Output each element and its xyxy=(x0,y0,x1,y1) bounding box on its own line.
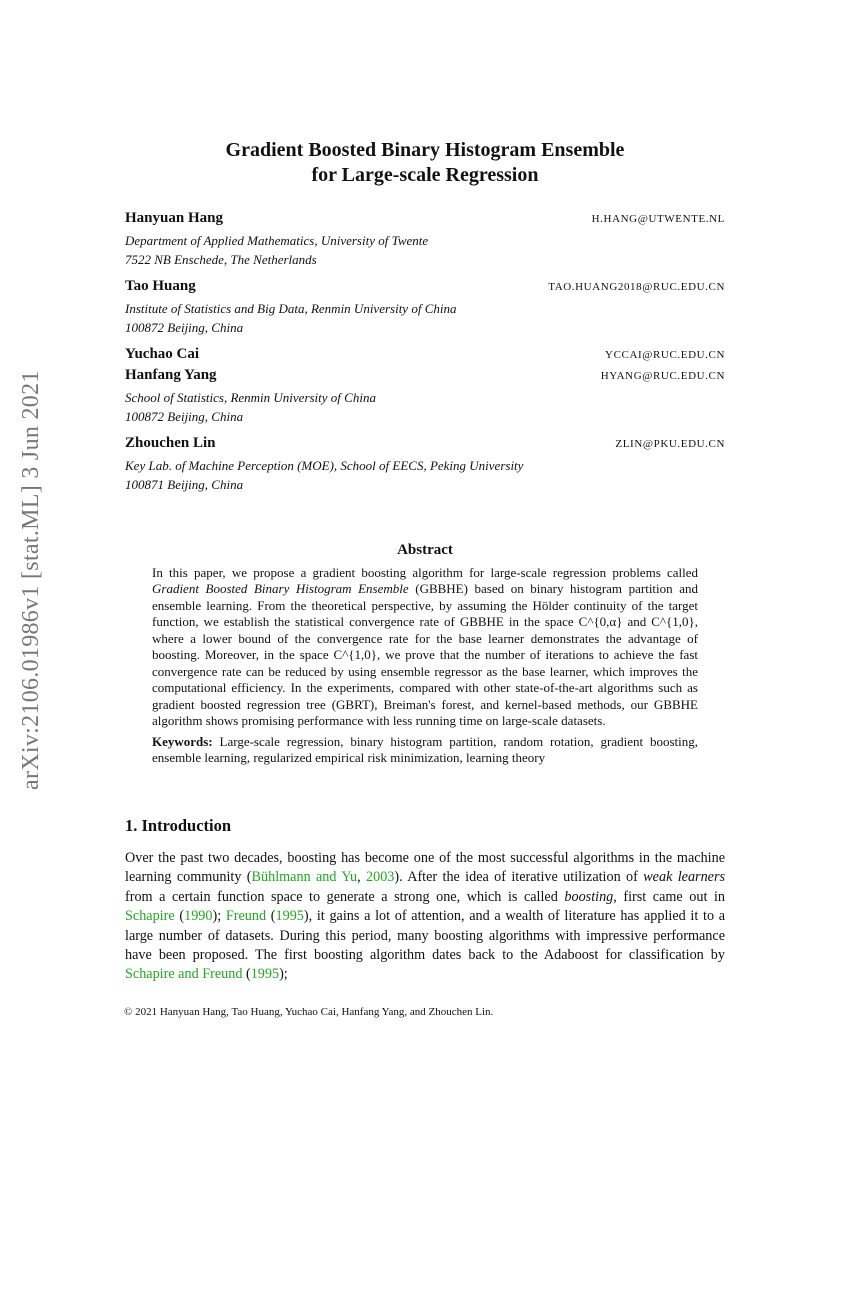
author-address: 100872 Beijing, China xyxy=(125,409,244,424)
author-name: Zhouchen Lin xyxy=(125,435,216,451)
author-email[interactable]: ZLIN@PKU.EDU.CN xyxy=(615,438,725,450)
math-space: C^{0,α} xyxy=(578,614,623,629)
author-block xyxy=(125,435,725,494)
author-address: 100872 Beijing, China xyxy=(125,320,244,335)
author-name: Hanyuan Hang xyxy=(125,210,223,226)
citation-link[interactable]: Schapire and Freund xyxy=(125,966,243,983)
math-space: C^{1,0} xyxy=(651,614,695,629)
intro-paragraph: Over the past two decades, boosting has become one of the most successful algorithms in the machine learning community (Bühlmann and Yu, 2003). After the idea of iterative utilization of weak learners from a certain function space to generate a strong one, which is called boosting, first came out in Schapire (1990); Freund (1995), it gains a lot of attention, and a wealth of literature has applied it to a large number of datasets. During this period, many boosting algorithms with impressive performance have been proposed. The first boosting algorithm dates back to the Adaboost for classification by Schapire and Freund (1995); xyxy=(125,850,726,983)
author-address: 100871 Beijing, China xyxy=(125,477,244,492)
citation-year-link[interactable]: 2003 xyxy=(366,869,395,886)
author-affiliation: Key Lab. of Machine Perception (MOE), School of EECS, Peking University xyxy=(125,458,524,473)
citation-link[interactable]: Bühlmann and Yu xyxy=(251,869,358,886)
keywords-label: Keywords: xyxy=(152,733,213,749)
author-email[interactable]: HYANG@RUC.EDU.CN xyxy=(600,370,725,382)
keywords-list: Large-scale regression, binary histogram partition, random rotation, gradient boosting, ensemble learning, regularized empirical risk minimization, learning theory xyxy=(152,733,698,765)
author-affiliation: Institute of Statistics and Big Data, Renmin University of China xyxy=(125,301,457,316)
author-email[interactable]: TAO.HUANG2018@RUC.EDU.CN xyxy=(548,281,725,293)
citation-year-link[interactable]: 1995 xyxy=(250,966,280,983)
author-address: 7522 NB Enschede, The Netherlands xyxy=(125,252,317,267)
citation-year-link[interactable]: 1995 xyxy=(275,908,304,925)
author-name: Hanfang Yang xyxy=(125,367,217,383)
author-block xyxy=(125,367,725,426)
citation-link[interactable]: Freund xyxy=(225,908,267,925)
arxiv-id: arXiv:2106.01986v1 [stat.ML] 3 Jun 2021 xyxy=(18,370,44,790)
author-block xyxy=(125,210,725,269)
citation-year-link[interactable]: 1990 xyxy=(184,908,213,925)
author-name: Tao Huang xyxy=(125,278,196,294)
paper-title xyxy=(125,138,725,188)
abstract-body: In this paper, we propose a gradient boosting algorithm for large-scale regression problems called Gradient Boosted Binary Histogram Ensemble (GBBHE) based on binary histogram partition and ensemble learning. From the theoretical perspective, by assuming the Hölder continuity of the target function, we establish the statistical convergence rate of GBBHE in the space C^{0,α} and C^{1,0}, where a lower bound of the convergence rate for the base learner demonstrates the advantage of boosting. Moreover, in the space C^{1,0}, we prove that the number of iterations to achieve the fast convergence rate can be reduced by using ensemble regressor as the base learner, which improves the computational efficiency. In the experiments, compared with other state-of-the-art algorithms such as gradient boosted regression tree (GBRT), Breiman's forest, and kernel-based methods, our GBBHE algorithm shows promising performance with less running time on large-scale datasets. xyxy=(152,564,698,728)
author-name: Yuchao Cai xyxy=(125,346,200,362)
abstract xyxy=(152,542,698,767)
arxiv-sidebar xyxy=(18,370,52,1310)
author-list xyxy=(125,210,725,503)
author-block xyxy=(125,278,725,337)
citation-link[interactable]: Schapire xyxy=(125,908,175,925)
title-line-1: Gradient Boosted Binary Histogram Ensemble xyxy=(225,139,625,161)
author-affiliation: Department of Applied Mathematics, University of Twente xyxy=(125,233,429,248)
introduction-section xyxy=(125,816,725,985)
keywords xyxy=(152,734,698,767)
author-affiliation: School of Statistics, Renmin University of China xyxy=(125,390,376,405)
math-space: C^{1,0} xyxy=(333,647,378,662)
abstract-heading: Abstract xyxy=(397,542,453,558)
author-email[interactable]: YCCAI@RUC.EDU.CN xyxy=(605,349,725,361)
author-block xyxy=(125,346,725,367)
title-line-2: for Large-scale Regression xyxy=(311,164,539,186)
copyright-footer: © 2021 Hanyuan Hang, Tao Huang, Yuchao Cai, Hanfang Yang, and Zhouchen Lin. xyxy=(124,1006,494,1018)
section-heading: 1. Introduction xyxy=(125,816,232,835)
author-email[interactable]: H.HANG@UTWENTE.NL xyxy=(591,213,725,225)
